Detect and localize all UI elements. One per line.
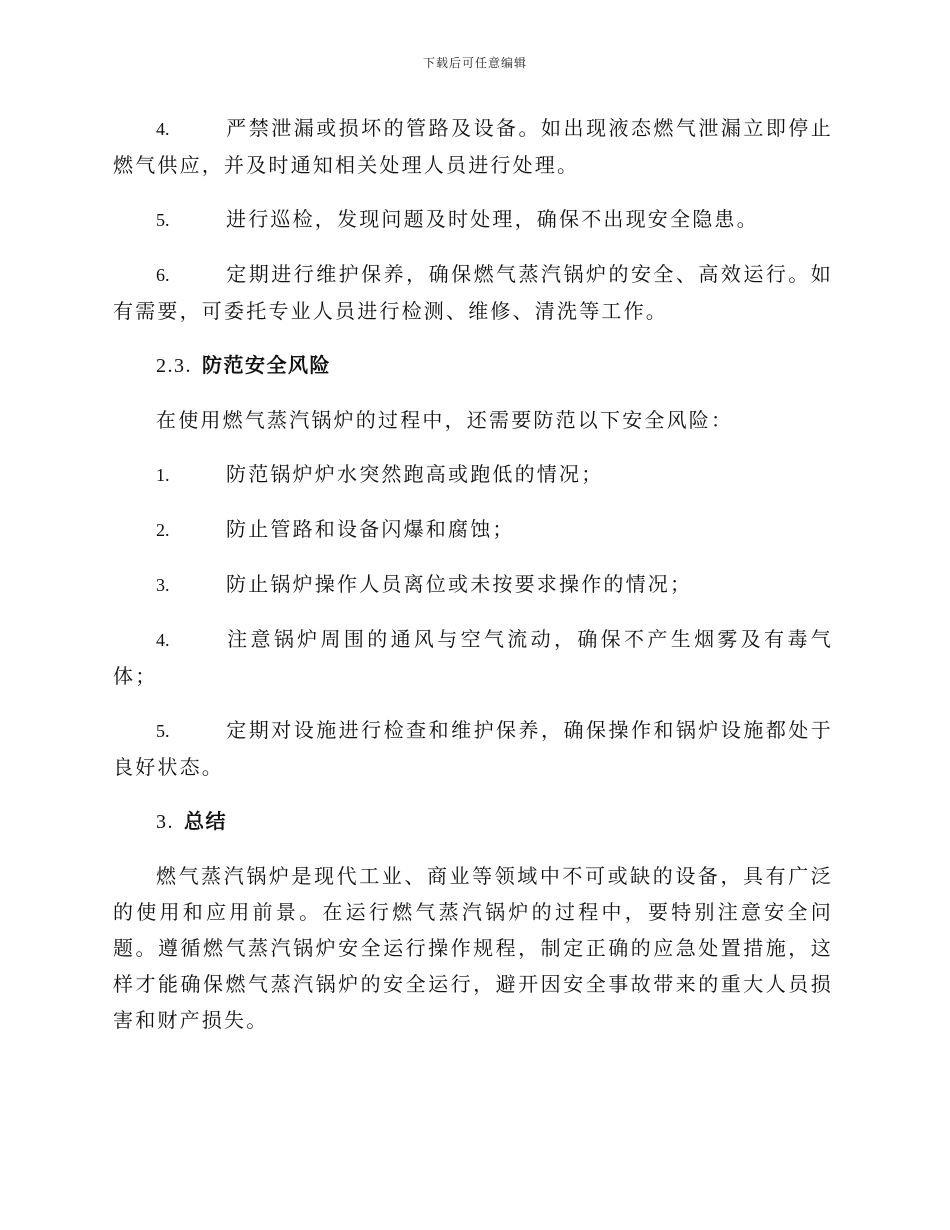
list-number: 1.: [156, 465, 170, 485]
section-number: 3.: [156, 811, 174, 833]
list-item: [113, 201, 833, 238]
list-item: [113, 566, 833, 603]
list-number: 4.: [156, 630, 170, 650]
document-body: [113, 110, 833, 1056]
list-text: 定期对设施进行检查和维护保养，确保操作和锅炉设施都处于良好状态。: [113, 718, 833, 779]
list-number: 2.: [156, 520, 170, 540]
list-text: 防止锅炉操作人员离位或未按要求操作的情况；: [226, 572, 693, 596]
list-text: 防范锅炉炉水突然跑高或跑低的情况；: [226, 462, 604, 486]
list-number: 3.: [156, 575, 170, 595]
summary-paragraph: 燃气蒸汽锅炉是现代工业、商业等领域中不可或缺的设备，具有广泛的使用和应用前景。在运行燃气蒸汽锅炉的过程中，要特别注意安全问题。遵循燃气蒸汽锅炉安全运行操作规程，制定正确的应急处置措施，这样才能确保燃气蒸汽锅炉的安全运行，避开因安全事故带来的重大人员损害和财产损失。: [113, 864, 833, 1032]
list-number: 4.: [156, 119, 170, 139]
section-title: 防范安全风险: [202, 353, 331, 377]
list-item: [113, 110, 833, 183]
page-header: 下载后可任意编辑: [422, 56, 527, 70]
section-heading-3: [156, 803, 833, 840]
list-text: 注意锅炉周围的通风与空气流动，确保不产生烟雾及有毒气体；: [113, 627, 833, 688]
list-number: 5.: [156, 210, 170, 230]
section-intro: 在使用燃气蒸汽锅炉的过程中，还需要防范以下安全风险：: [156, 408, 734, 432]
list-text: 严禁泄漏或损坏的管路及设备。如出现液态燃气泄漏立即停止燃气供应，并及时通知相关处理人员进行处理。: [113, 116, 833, 177]
list-item: [113, 256, 833, 329]
list-text: 定期进行维护保养，确保燃气蒸汽锅炉的安全、高效运行。如有需要，可委托专业人员进行检测、维修、清洗等工作。: [113, 262, 833, 323]
list-item: [113, 621, 833, 694]
list-number: 6.: [156, 265, 170, 285]
section-title: 总结: [184, 809, 227, 833]
list-item: [113, 511, 833, 548]
list-number: 5.: [156, 721, 170, 741]
section-heading-2-3: [156, 347, 833, 384]
list-text: 进行巡检，发现问题及时处理，确保不出现安全隐患。: [226, 207, 759, 231]
list-text: 防止管路和设备闪爆和腐蚀；: [226, 517, 515, 541]
list-item: [113, 712, 833, 785]
section-number: 2.3.: [156, 355, 192, 377]
list-item: [113, 456, 833, 493]
